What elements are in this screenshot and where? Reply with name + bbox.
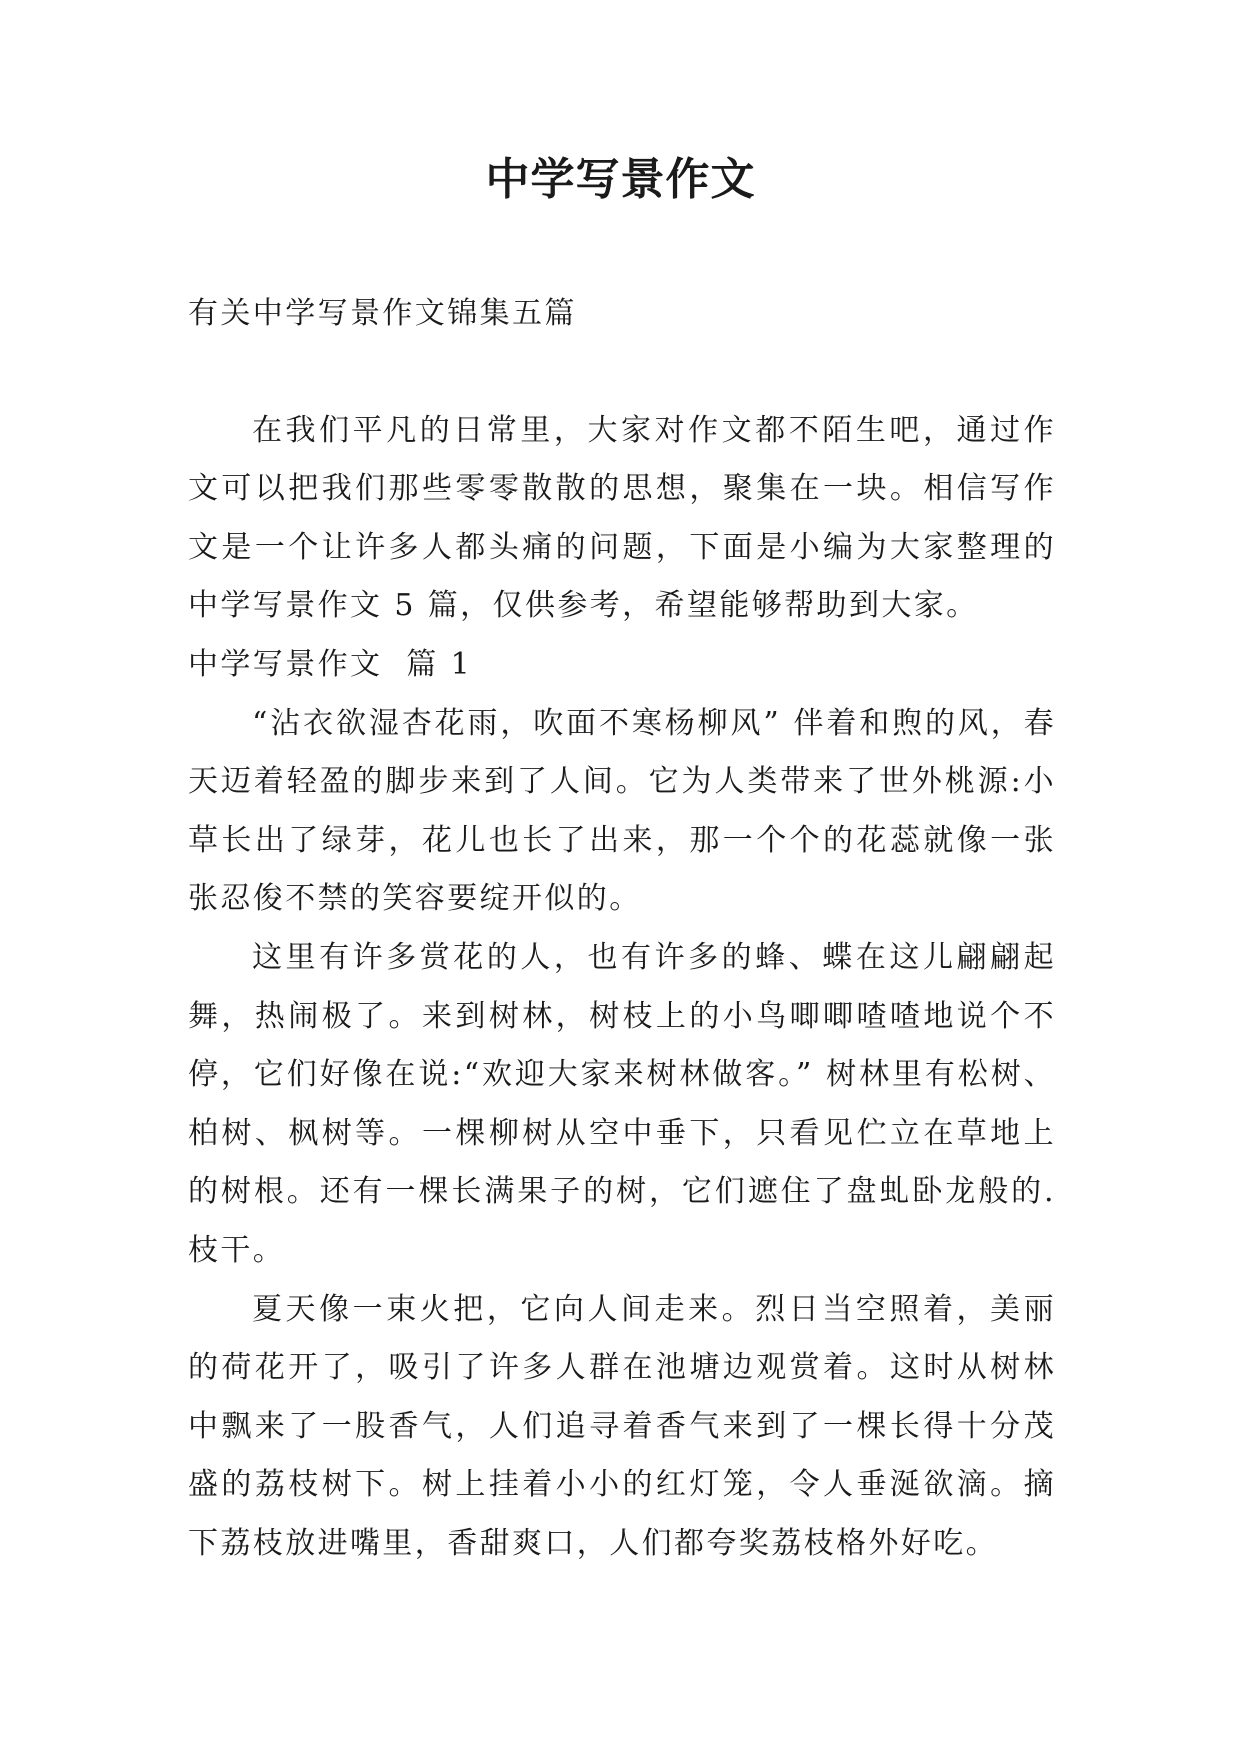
body-paragraph-3: 夏天像一束火把，它向人间走来。烈日当空照着，美丽的荷花开了，吸引了许多人群在池塘边观赏着。这时从树林中飘来了一股香气，人们追寻着香气来到了一棵长得十分茂盛的荔枝树下。树上挂着小小的红灯笼，令人垂涎欲滴。摘下荔枝放进嘴里，香甜爽口，人们都夸奖荔枝格外好吃。 [188, 1291, 1056, 1561]
document-title: 中学写景作文 [485, 154, 756, 205]
intro-paragraph: 在我们平凡的日常里，大家对作文都不陌生吧，通过作文可以把我们那些零零散散的思想，聚集在一块。相信写作文是一个让许多人都头痛的问题，下面是小编为大家整理的中学写景作文 5 篇，仅供参考，希望能够帮助到大家。 [188, 412, 1056, 624]
section-heading: 中学写景作文 篇 1 [188, 646, 473, 682]
body-paragraph-1: “沾衣欲湿杏花雨，吹面不寒杨柳风” 伴着和煦的风，春天迈着轻盈的脚步来到了人间。它为人类带来了世外桃源:小草长出了绿芽，花儿也长了出来，那一个个的花蕊就像一张张忍俊不禁的笑容要绽开似的。 [188, 705, 1056, 917]
document-body [188, 285, 1056, 1573]
document-subtitle: 有关中学写景作文锦集五篇 [188, 296, 577, 331]
body-paragraph-2: 这里有许多赏花的人，也有许多的蜂、蝶在这儿翩翩起舞，热闹极了。来到树林，树枝上的小鸟唧唧喳喳地说个不停，它们好像在说:“欢迎大家来树林做客。” 树林里有松树、柏树、枫树等。一棵柳树从空中垂下，只看见伫立在草地上的树根。还有一棵长满果子的树，它们遮住了盘虬卧龙般的.枝干。 [188, 939, 1056, 1268]
